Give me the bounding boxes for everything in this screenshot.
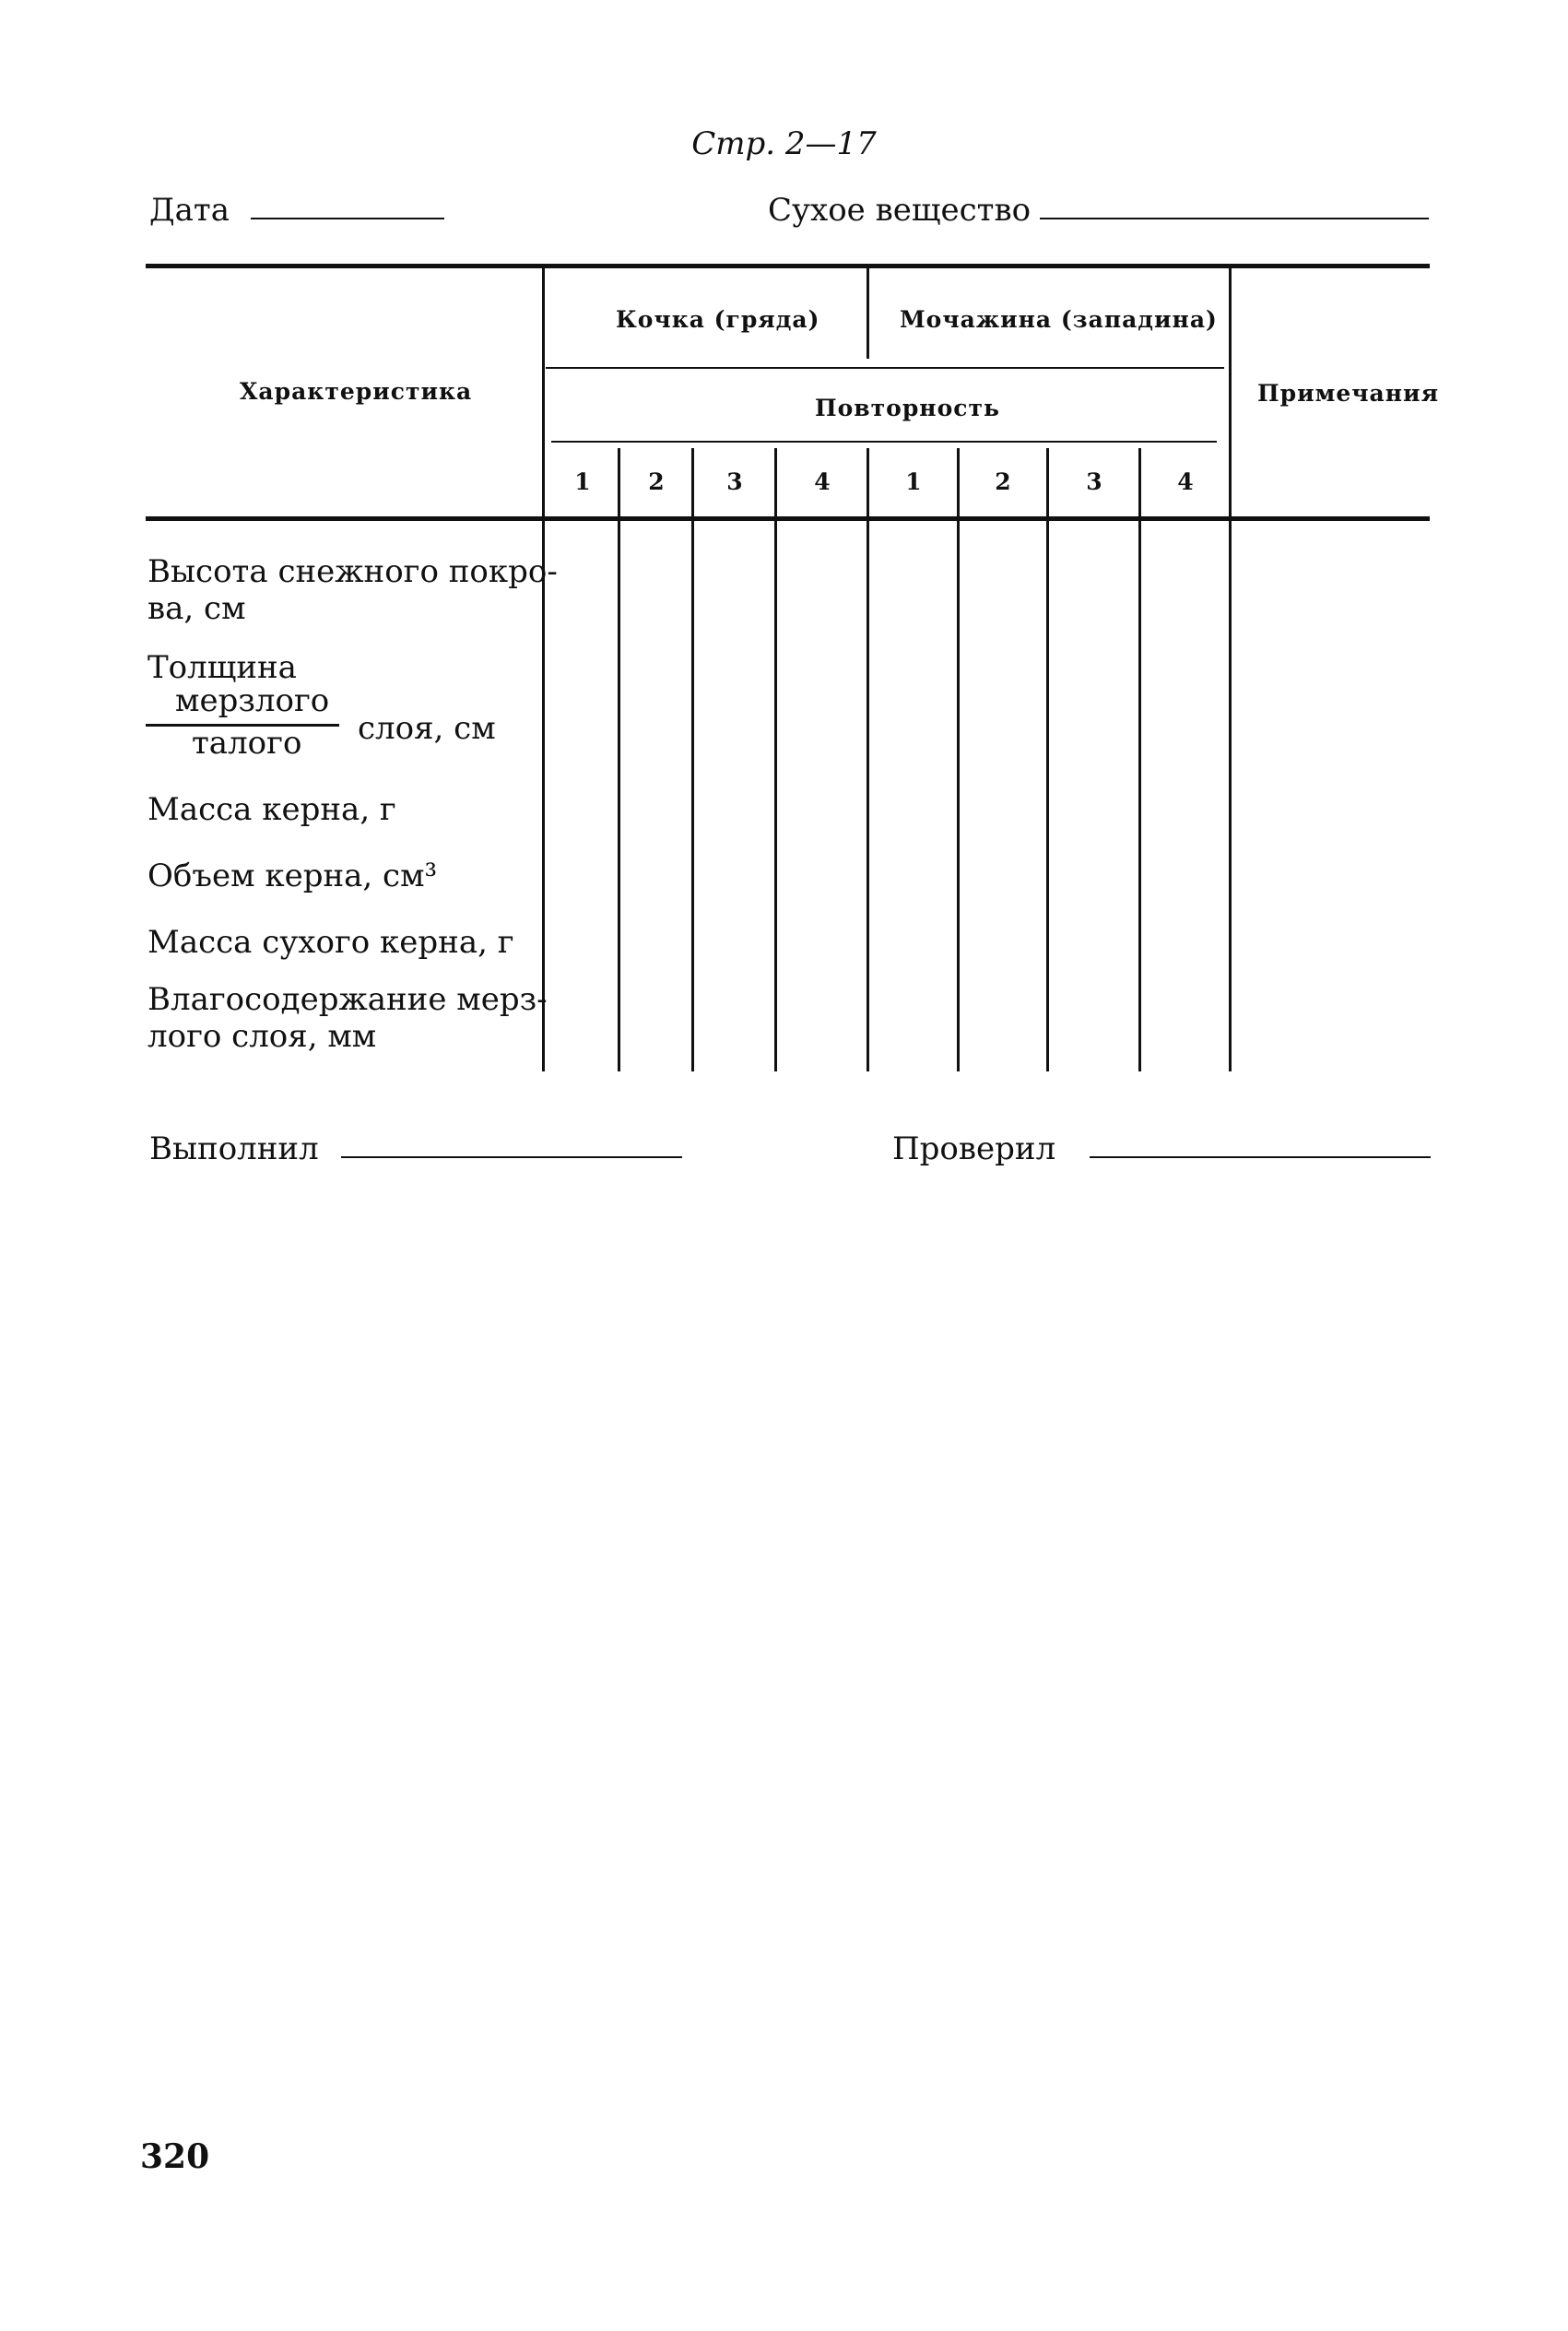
row-label-dry-core-mass: Масса сухого керна, г	[147, 924, 514, 961]
col-divider	[1046, 448, 1049, 1071]
row-label-core-volume: Объем керна, см³	[147, 858, 438, 894]
col-divider	[867, 268, 869, 359]
fraction-numerator: мерзлого	[175, 682, 330, 719]
checked-label: Проверил	[892, 1130, 1056, 1167]
replication-rule	[551, 441, 1217, 443]
rep-number: 3	[1086, 468, 1102, 495]
performed-field[interactable]	[341, 1156, 682, 1158]
col-divider	[957, 448, 960, 1071]
rep-number: 4	[1177, 468, 1194, 495]
dry-matter-field[interactable]	[1040, 218, 1429, 219]
rep-number: 2	[995, 468, 1011, 495]
date-label: Дата	[149, 192, 230, 229]
row-label-core-mass: Масса керна, г	[147, 791, 396, 828]
col-divider	[867, 448, 869, 1071]
header-notes: Примечания	[1257, 380, 1440, 407]
page-number: 320	[140, 2137, 210, 2176]
header-characteristic: Характеристика	[240, 378, 473, 405]
group-rule	[546, 367, 1224, 369]
header-replication: Повторность	[815, 395, 1000, 421]
checked-field[interactable]	[1090, 1156, 1431, 1158]
col-divider	[542, 268, 545, 1071]
row-label-moisture: Влагосодержание мерз- лого слоя, мм	[147, 981, 548, 1055]
col-divider	[1138, 448, 1141, 1071]
rep-number: 2	[648, 468, 665, 495]
rep-number: 4	[814, 468, 831, 495]
col-divider	[1229, 268, 1232, 1071]
rep-number: 1	[905, 468, 922, 495]
col-divider	[691, 448, 694, 1071]
rep-number: 1	[574, 468, 591, 495]
rep-number: 3	[726, 468, 743, 495]
row-label-layer: слоя, см	[358, 710, 496, 747]
header-hollow: Мочажина (западина)	[900, 306, 1218, 333]
fraction-denominator: талого	[192, 725, 302, 762]
performed-label: Выполнил	[149, 1130, 319, 1167]
row-label-snow-height: Высота снежного покро- ва, см	[147, 553, 558, 627]
dry-matter-label: Сухое вещество	[768, 192, 1032, 229]
row-label-thickness: Толщина	[147, 649, 297, 686]
col-divider	[618, 448, 620, 1071]
col-divider	[774, 448, 777, 1071]
table-header-rule	[146, 516, 1430, 521]
header-hummock: Кочка (гряда)	[616, 306, 820, 333]
page-reference: Стр. 2—17	[691, 125, 877, 162]
table-top-rule	[146, 264, 1430, 268]
date-field[interactable]	[251, 218, 444, 219]
